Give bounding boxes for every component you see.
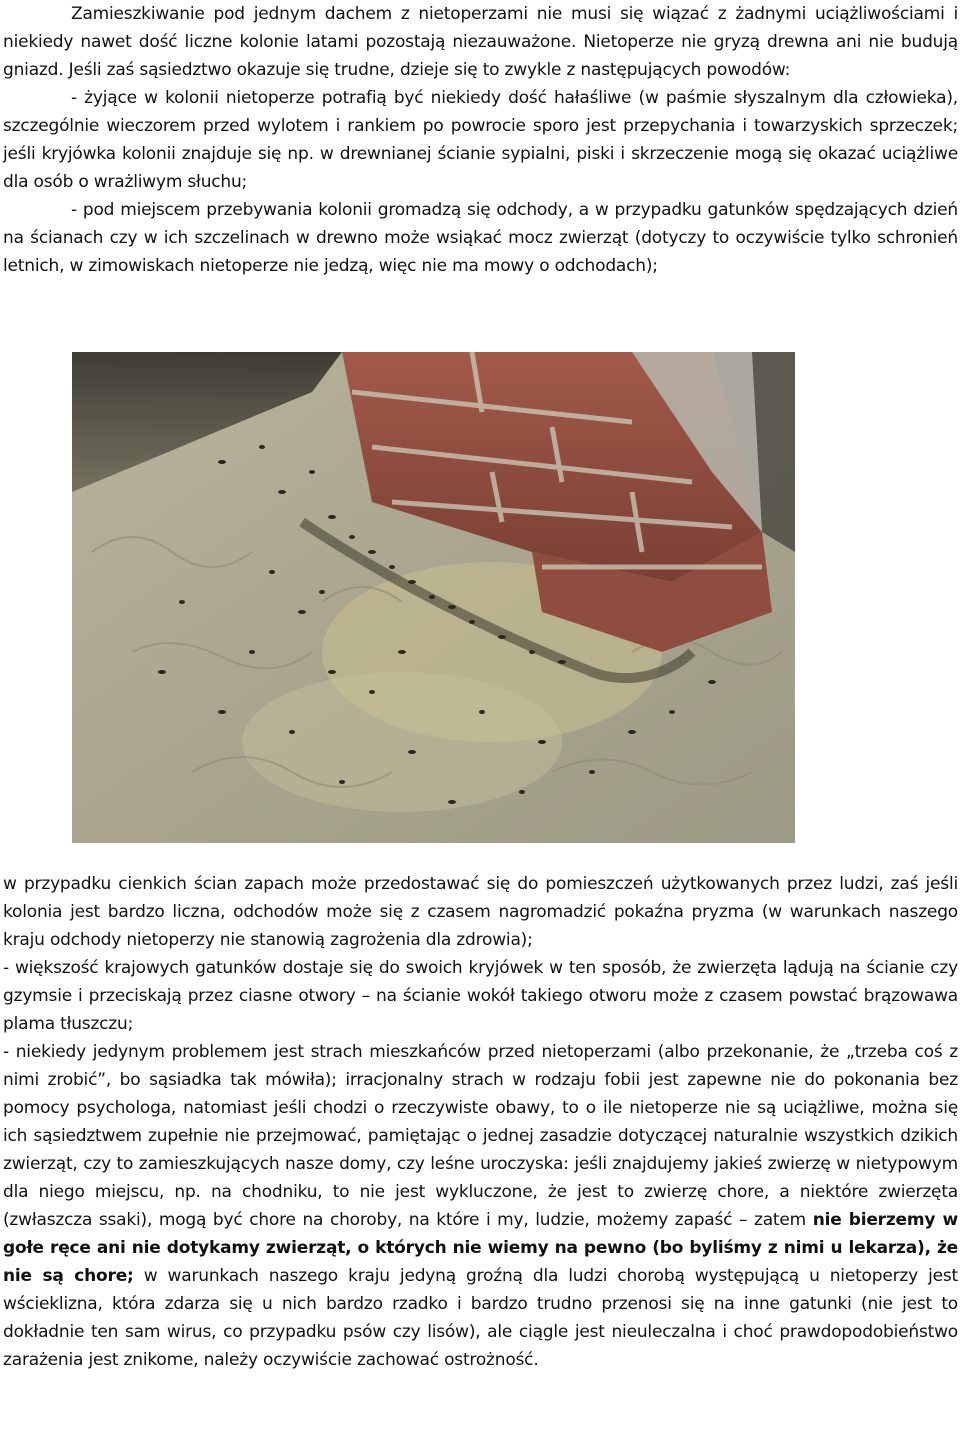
bullet-noise: - żyjące w kolonii nietoperze potrafią być niekiedy dość hałaśliwe (w paśmie słyszalnym dla człowieka), szczególnie wieczorem przed wylotem i rankiem po powrocie sporo jest przepychania i towarzyskich sprzeczek; jeśli kryjówka kolonii znajduje się np. w drewnianej ścianie sypialni, piski i skrzeczenie mogą się okazać uciążliwe dla osób o wrażliwym słuchu; xyxy=(3,88,958,192)
bullet-droppings: - pod miejscem przebywania kolonii gromadzą się odchody, a w przypadku gatunków spędzających dzień na ścianach czy w ich szczelinach w drewno może wsiąkać mocz zwierząt (dotyczy to oczywiście tylko schronień letnich, w zimowiskach nietoperze nie jedzą, więc nie ma mowy o odchodach); xyxy=(3,200,958,276)
intro-paragraph: Zamieszkiwanie pod jednym dachem z nietoperzami nie musi się wiązać z żadnymi uciążliwościami i niekiedy nawet dość liczne kolonie latami pozostają niezauważone. Nietoperze nie gryzą drewna ani nie budują gniazd. Jeśli zaś sąsiedztwo okazuje się trudne, dzieje się to zwykle z następujących powodów: xyxy=(3,4,958,80)
bullet-grease-stain: - większość krajowych gatunków dostaje się do swoich kryjówek w ten sposób, że zwierzęta lądują na ścianie czy gzymsie i przeciskają przez ciasne otwory – na ścianie wokół takiego otworu może z czasem powstać brązowawa plama tłuszczu; xyxy=(3,958,958,1034)
smell-paragraph: w przypadku cienkich ścian zapach może przedostawać się do pomieszczeń użytkowanych przez ludzi, zaś jeśli kolonia jest bardzo liczna, odchodów może się z czasem nagromadzić pokaźna pryzma (w warunkach naszego kraju odchody nietoperzy nie stanowią zagrożenia dla zdrowia); xyxy=(3,874,958,950)
attic-bat-droppings-photo xyxy=(72,352,795,843)
bullet-fear-warning: nie bierzemy w gołe ręce ani nie dotykamy zwierząt, o których nie wiemy na pewno (bo byliśmy z nimi u lekarza), że nie są chore; xyxy=(3,1210,958,1286)
bullet-fear xyxy=(3,1038,958,1374)
text-block-bottom xyxy=(3,870,958,1374)
text-block-top xyxy=(3,0,958,280)
bullet-fear-start: - niekiedy jedynym problemem jest strach mieszkańców przed nietoperzami (albo przekonanie, że „trzeba coś z nimi zrobić”, bo sąsiadka tak mówiła); irracjonalny strach w rodzaju fobii jest zapewne nie do pokonania bez pomocy psychologa, natomiast jeśli chodzi o rzeczywiste obawy, to o ile nietoperze nie są uciążliwe, można się ich sąsiedztwem zupełnie nie przejmować, pamiętając o jednej zasadzie dotyczącej naturalnie wszystkich dzikich zwierząt, czy to zamieszkujących nasze domy, czy leśne uroczyska: jeśli znajdujemy jakieś zwierzę w nietypowym dla niego miejscu, np. na chodniku, to nie jest wykluczone, że jest to zwierzę chore, a niektóre zwierzęta (zwłaszcza ssaki), mogą być chore na choroby, na które i my, ludzie, możemy zapaść – zatem xyxy=(3,1042,958,1230)
photo-illustration xyxy=(72,352,795,843)
bullet-fear-end: w warunkach naszego kraju jedyną groźną dla ludzi chorobą występującą u nietoperzy jest wścieklizna, która zdarza się u nich bardzo rzadko i bardzo trudno przenosi się na inne gatunki (nie jest to dokładnie ten sam wirus, co przypadku psów czy lisów), ale ciągle jest nieuleczalna i choć prawdopodobieństwo zarażenia jest znikome, należy oczywiście zachować ostrożność. xyxy=(3,1266,958,1370)
